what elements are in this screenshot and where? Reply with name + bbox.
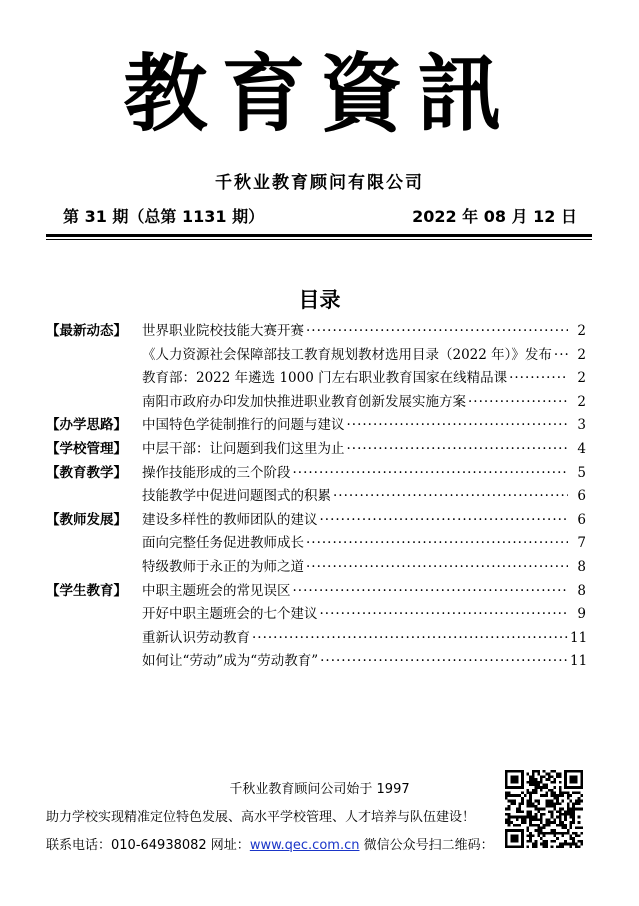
toc-leader	[509, 367, 568, 391]
toc-entry-title: 中职主题班会的常见误区	[142, 582, 291, 599]
toc-page-number: 8	[577, 558, 586, 575]
toc-category: 【学校管理】	[46, 440, 127, 457]
toc-row	[46, 344, 586, 368]
toc-entry[interactable]	[142, 580, 586, 604]
website-link[interactable]: www.qec.com.cn	[249, 838, 360, 853]
toc-page-number: 7	[577, 535, 586, 552]
toc-page-number: 6	[577, 488, 586, 505]
issue-number: 第 31 期（总第 1131 期）	[63, 207, 265, 226]
header-rule-thick	[46, 234, 592, 237]
footer-founded: 千秋业教育顾问公司始于 1997	[229, 782, 410, 797]
toc-entry-title: 技能教学中促进问题图式的积累	[142, 488, 331, 505]
footer-slogan: 助力学校实现精准定位特色发展、高水平学校管理、人才培养与队伍建设！	[46, 810, 476, 825]
company-name: 千秋业教育顾问有限公司	[215, 173, 424, 193]
toc-entry[interactable]	[142, 344, 586, 368]
masthead-title: 教育資訊	[123, 44, 516, 143]
toc-title: 目录	[298, 288, 341, 312]
toc-leader	[347, 438, 569, 462]
toc-entry-title: 重新认识劳动教育	[142, 629, 250, 646]
toc-entry-title: 南阳市政府办印发加快推进职业教育创新发展实施方案	[142, 393, 466, 410]
toc-entry-title: 特级教师于永正的为师之道	[142, 558, 304, 575]
toc-leader	[293, 462, 569, 486]
toc-entry[interactable]	[142, 320, 586, 344]
toc-entry[interactable]	[142, 627, 586, 651]
toc-category: 【最新动态】	[46, 323, 127, 339]
toc-leader	[320, 650, 568, 674]
toc-entry[interactable]	[142, 485, 586, 509]
toc-leader	[306, 532, 568, 556]
toc-leader	[333, 485, 568, 509]
toc-row	[46, 485, 586, 509]
toc-leader	[347, 414, 569, 438]
toc-page-number: 3	[577, 417, 586, 434]
toc-leader	[306, 320, 568, 344]
header-rule-thin	[46, 239, 592, 240]
wechat-label: 微信公众号扫二维码：	[359, 838, 494, 853]
toc-entry-title: 《人力资源社会保障部技工教育规划教材选用目录（2022 年）》发布	[142, 346, 552, 363]
toc-category: 【教育教学】	[46, 464, 127, 481]
toc-entry-title: 中层干部：让问题到我们这里为止	[142, 440, 345, 457]
toc-page-number: 2	[577, 370, 586, 387]
toc-page-number: 5	[577, 464, 586, 481]
toc-row	[46, 509, 586, 533]
toc-entry[interactable]	[142, 532, 586, 556]
toc-entry[interactable]	[142, 414, 586, 438]
toc-row	[46, 367, 586, 391]
toc-row	[46, 391, 586, 415]
toc-entry[interactable]	[142, 650, 586, 674]
toc-category: 【学生教育】	[46, 582, 127, 599]
toc-page-number: 8	[577, 582, 586, 599]
toc-entry-title: 世界职业院校技能大赛开赛	[142, 323, 304, 339]
table-of-contents	[46, 320, 586, 674]
toc-category: 【教师发展】	[46, 511, 127, 528]
toc-entry-title: 面向完整任务促进教师成长	[142, 535, 304, 552]
toc-leader	[320, 603, 569, 627]
qr-code-icon	[505, 770, 583, 848]
toc-row	[46, 532, 586, 556]
toc-entry[interactable]	[142, 603, 586, 627]
toc-row	[46, 438, 586, 462]
toc-entry-title: 教育部：2022 年遴选 1000 门左右职业教育国家在线精品课	[142, 370, 508, 387]
toc-leader	[468, 391, 568, 415]
toc-entry[interactable]	[142, 367, 586, 391]
issue-date: 2022 年 08 月 12 日	[412, 207, 577, 226]
toc-page-number: 6	[577, 511, 586, 528]
toc-page-number: 9	[577, 606, 586, 623]
toc-page-number: 11	[570, 653, 588, 670]
toc-leader	[554, 344, 568, 368]
toc-page-number: 2	[577, 323, 586, 339]
toc-entry-title: 开好中职主题班会的七个建议	[142, 606, 318, 623]
toc-page-number: 11	[570, 629, 588, 646]
toc-page-number: 4	[577, 440, 586, 457]
toc-row	[46, 603, 586, 627]
toc-row	[46, 414, 586, 438]
toc-leader	[320, 509, 569, 533]
toc-entry[interactable]	[142, 391, 586, 415]
toc-row	[46, 627, 586, 651]
toc-row	[46, 462, 586, 486]
toc-entry[interactable]	[142, 438, 586, 462]
toc-page-number: 2	[577, 346, 586, 363]
toc-entry[interactable]	[142, 462, 586, 486]
toc-leader	[252, 627, 568, 651]
toc-leader	[293, 580, 569, 604]
toc-page-number: 2	[577, 393, 586, 410]
toc-category: 【办学思路】	[46, 417, 127, 434]
toc-row	[46, 650, 586, 674]
toc-row	[46, 320, 586, 344]
toc-leader	[306, 556, 568, 580]
toc-entry-title: 操作技能形成的三个阶段	[142, 464, 291, 481]
toc-entry[interactable]	[142, 509, 586, 533]
toc-entry[interactable]	[142, 556, 586, 580]
toc-entry-title: 建设多样性的教师团队的建议	[142, 511, 318, 528]
footer-contact	[46, 834, 494, 853]
toc-entry-title: 如何让“劳动”成为“劳动教育”	[142, 653, 319, 670]
toc-entry-title: 中国特色学徒制推行的问题与建议	[142, 417, 345, 434]
contact-phone: 联系电话：010-64938082 网址：	[46, 838, 250, 853]
toc-row	[46, 580, 586, 604]
toc-row	[46, 556, 586, 580]
